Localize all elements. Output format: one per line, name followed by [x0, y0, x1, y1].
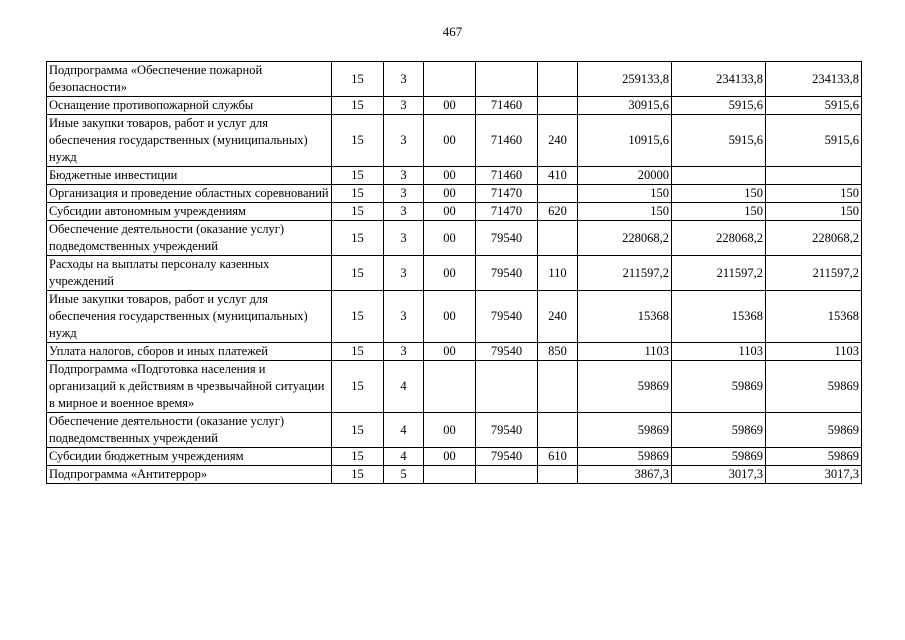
amount-1-cell: 20000	[578, 167, 672, 185]
code-expense-cell: 71460	[476, 167, 538, 185]
amount-2-cell: 228068,2	[672, 221, 766, 256]
row-name-cell: Расходы на выплаты персоналу казенных учреждений	[47, 256, 332, 291]
amount-1-cell: 59869	[578, 448, 672, 466]
code-direction-cell: 00	[424, 203, 476, 221]
code-subprogram-cell: 4	[384, 448, 424, 466]
code-direction-cell: 00	[424, 167, 476, 185]
code-subprogram-cell: 3	[384, 115, 424, 167]
amount-3-cell: 150	[766, 185, 862, 203]
code-expense-cell: 79540	[476, 291, 538, 343]
code-type-cell	[538, 185, 578, 203]
amount-3-cell: 5915,6	[766, 115, 862, 167]
row-name-cell: Обеспечение деятельности (оказание услуг) подведомственных учреждений	[47, 221, 332, 256]
amount-1-cell: 150	[578, 203, 672, 221]
amount-2-cell	[672, 167, 766, 185]
amount-2-cell: 150	[672, 185, 766, 203]
code-direction-cell: 00	[424, 221, 476, 256]
table-row	[47, 97, 862, 115]
code-type-cell	[538, 97, 578, 115]
amount-3-cell: 1103	[766, 343, 862, 361]
amount-2-cell: 15368	[672, 291, 766, 343]
amount-1-cell: 30915,6	[578, 97, 672, 115]
table-row	[47, 256, 862, 291]
code-subprogram-cell: 3	[384, 185, 424, 203]
table-row	[47, 167, 862, 185]
amount-2-cell: 150	[672, 203, 766, 221]
table-row	[47, 466, 862, 484]
code-subprogram-cell: 3	[384, 291, 424, 343]
code-type-cell	[538, 361, 578, 413]
row-name-cell: Субсидии бюджетным учреждениям	[47, 448, 332, 466]
page-number: 467	[442, 24, 463, 39]
code-type-cell: 410	[538, 167, 578, 185]
code-type-cell: 240	[538, 291, 578, 343]
amount-3-cell: 15368	[766, 291, 862, 343]
amount-1-cell: 211597,2	[578, 256, 672, 291]
table-row	[47, 203, 862, 221]
code-type-cell	[538, 466, 578, 484]
code-subprogram-cell: 4	[384, 413, 424, 448]
code-type-cell: 620	[538, 203, 578, 221]
table-row	[47, 413, 862, 448]
amount-3-cell: 211597,2	[766, 256, 862, 291]
code-ministry-cell: 15	[332, 291, 384, 343]
amount-2-cell: 234133,8	[672, 62, 766, 97]
code-ministry-cell: 15	[332, 62, 384, 97]
amount-1-cell: 150	[578, 185, 672, 203]
row-name-cell: Обеспечение деятельности (оказание услуг) подведомственных учреждений	[47, 413, 332, 448]
code-subprogram-cell: 4	[384, 361, 424, 413]
code-expense-cell: 79540	[476, 448, 538, 466]
code-direction-cell	[424, 466, 476, 484]
code-expense-cell: 79540	[476, 413, 538, 448]
amount-1-cell: 228068,2	[578, 221, 672, 256]
row-name-cell: Подпрограмма «Антитеррор»	[47, 466, 332, 484]
code-ministry-cell: 15	[332, 361, 384, 413]
code-type-cell	[538, 221, 578, 256]
code-ministry-cell: 15	[332, 256, 384, 291]
row-name-cell: Подпрограмма «Обеспечение пожарной безопасности»	[47, 62, 332, 97]
code-type-cell: 610	[538, 448, 578, 466]
code-expense-cell: 71460	[476, 115, 538, 167]
amount-3-cell: 59869	[766, 448, 862, 466]
amount-1-cell: 10915,6	[578, 115, 672, 167]
amount-2-cell: 5915,6	[672, 97, 766, 115]
amount-1-cell: 59869	[578, 413, 672, 448]
table-body	[47, 62, 862, 484]
row-name-cell: Организация и проведение областных соревнований	[47, 185, 332, 203]
code-ministry-cell: 15	[332, 97, 384, 115]
code-expense-cell	[476, 361, 538, 413]
code-ministry-cell: 15	[332, 448, 384, 466]
code-type-cell: 110	[538, 256, 578, 291]
code-expense-cell: 79540	[476, 256, 538, 291]
code-direction-cell: 00	[424, 97, 476, 115]
amount-3-cell: 150	[766, 203, 862, 221]
table-row	[47, 448, 862, 466]
amount-1-cell: 59869	[578, 361, 672, 413]
row-name-cell: Подпрограмма «Подготовка населения и организаций к действиям в чрезвычайной ситуации в мирное и военное время»	[47, 361, 332, 413]
code-direction-cell: 00	[424, 343, 476, 361]
budget-table	[46, 61, 862, 484]
code-direction-cell: 00	[424, 413, 476, 448]
code-ministry-cell: 15	[332, 185, 384, 203]
code-direction-cell: 00	[424, 185, 476, 203]
code-ministry-cell: 15	[332, 203, 384, 221]
code-ministry-cell: 15	[332, 413, 384, 448]
code-type-cell: 850	[538, 343, 578, 361]
code-ministry-cell: 15	[332, 221, 384, 256]
amount-3-cell: 228068,2	[766, 221, 862, 256]
amount-2-cell: 211597,2	[672, 256, 766, 291]
code-expense-cell	[476, 466, 538, 484]
code-subprogram-cell: 3	[384, 62, 424, 97]
amount-2-cell: 5915,6	[672, 115, 766, 167]
amount-1-cell: 3867,3	[578, 466, 672, 484]
code-direction-cell: 00	[424, 115, 476, 167]
amount-2-cell: 59869	[672, 448, 766, 466]
amount-3-cell: 234133,8	[766, 62, 862, 97]
code-type-cell	[538, 413, 578, 448]
amount-3-cell: 59869	[766, 361, 862, 413]
code-ministry-cell: 15	[332, 115, 384, 167]
amount-1-cell: 1103	[578, 343, 672, 361]
code-direction-cell: 00	[424, 291, 476, 343]
code-subprogram-cell: 3	[384, 203, 424, 221]
code-direction-cell: 00	[424, 256, 476, 291]
amount-2-cell: 3017,3	[672, 466, 766, 484]
row-name-cell: Оснащение противопожарной службы	[47, 97, 332, 115]
amount-1-cell: 15368	[578, 291, 672, 343]
code-ministry-cell: 15	[332, 466, 384, 484]
row-name-cell: Иные закупки товаров, работ и услуг для обеспечения государственных (муниципальных) нужд	[47, 291, 332, 343]
amount-3-cell: 3017,3	[766, 466, 862, 484]
code-direction-cell: 00	[424, 448, 476, 466]
row-name-cell: Субсидии автономным учреждениям	[47, 203, 332, 221]
table-row	[47, 62, 862, 97]
table-row	[47, 115, 862, 167]
amount-3-cell: 59869	[766, 413, 862, 448]
code-ministry-cell: 15	[332, 167, 384, 185]
code-subprogram-cell: 3	[384, 167, 424, 185]
code-type-cell: 240	[538, 115, 578, 167]
table-row	[47, 185, 862, 203]
code-subprogram-cell: 3	[384, 221, 424, 256]
code-expense-cell: 79540	[476, 343, 538, 361]
code-expense-cell: 71470	[476, 185, 538, 203]
row-name-cell: Уплата налогов, сборов и иных платежей	[47, 343, 332, 361]
amount-1-cell: 259133,8	[578, 62, 672, 97]
table-row	[47, 221, 862, 256]
row-name-cell: Бюджетные инвестиции	[47, 167, 332, 185]
code-direction-cell	[424, 62, 476, 97]
code-expense-cell: 71470	[476, 203, 538, 221]
amount-2-cell: 59869	[672, 361, 766, 413]
code-ministry-cell: 15	[332, 343, 384, 361]
code-subprogram-cell: 5	[384, 466, 424, 484]
code-expense-cell: 79540	[476, 221, 538, 256]
code-subprogram-cell: 3	[384, 343, 424, 361]
amount-2-cell: 59869	[672, 413, 766, 448]
table-row	[47, 361, 862, 413]
amount-3-cell: 5915,6	[766, 97, 862, 115]
amount-3-cell	[766, 167, 862, 185]
code-subprogram-cell: 3	[384, 256, 424, 291]
code-subprogram-cell: 3	[384, 97, 424, 115]
row-name-cell: Иные закупки товаров, работ и услуг для обеспечения государственных (муниципальных) нужд	[47, 115, 332, 167]
amount-2-cell: 1103	[672, 343, 766, 361]
table-row	[47, 291, 862, 343]
code-type-cell	[538, 62, 578, 97]
code-expense-cell	[476, 62, 538, 97]
code-expense-cell: 71460	[476, 97, 538, 115]
table-row	[47, 343, 862, 361]
code-direction-cell	[424, 361, 476, 413]
